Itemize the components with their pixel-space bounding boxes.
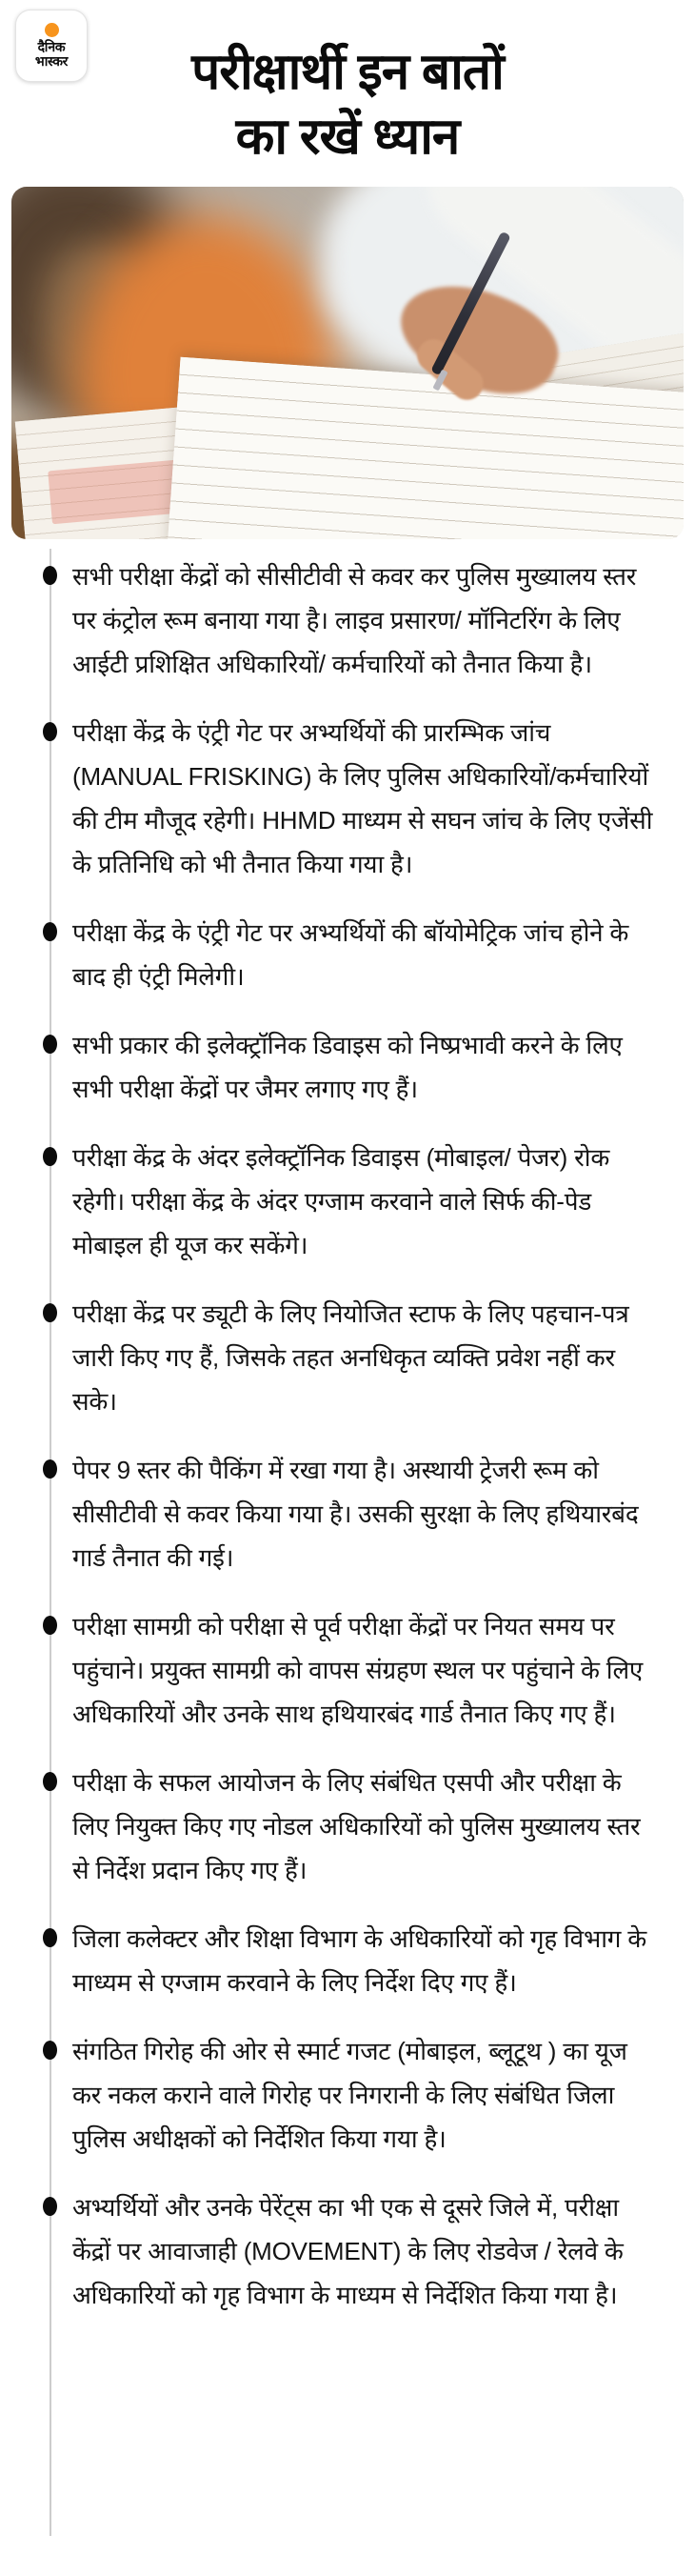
bullet-text: परीक्षा केंद्र के एंट्री गेट पर अभ्यर्थियों की प्रारम्भिक जांच (MANUAL FRISKING) के लिए पुलिस अधिकारियों/कर्मचारियों की टीम मौजूद रहेगी। HHMD माध्यम से सघन जांच के लिए एजेंसी के प्रतिनिधि को भी तैनात किया गया है। — [72, 718, 653, 878]
bullet-icon — [43, 1147, 57, 1166]
list-item — [43, 1761, 660, 1892]
page-title — [0, 40, 695, 170]
bullet-icon — [43, 2041, 57, 2060]
bullet-text: पेपर 9 स्तर की पैकिंग में रखा गया है। अस्थायी ट्रेजरी रूम को सीसीटीवी से कवर किया गया है। उसकी सुरक्षा के लिए हथियारबंद गार्ड तैनात की गई। — [72, 1456, 639, 1572]
bullet-icon — [43, 1303, 57, 1322]
bullet-icon — [43, 722, 57, 741]
exam-photo — [11, 187, 684, 539]
bullet-icon — [43, 1616, 57, 1635]
list-item — [43, 1604, 660, 1736]
bullet-list — [43, 554, 660, 2342]
list-item — [43, 711, 660, 886]
list-item — [43, 2185, 660, 2317]
list-item — [43, 911, 660, 998]
list-item — [43, 1292, 660, 1423]
bullet-icon — [43, 2197, 57, 2216]
list-item — [43, 554, 660, 686]
bullet-text: अभ्यर्थियों और उनके पेरेंट्स का भी एक से दूसरे जिले में, परीक्षा केंद्रों पर आवाजाही (MOVEMENT) के लिए रोडवेज / रेलवे के अधिकारियों को गृह विभाग के माध्यम से निर्देशित किया गया है। — [72, 2193, 624, 2309]
bullet-icon — [43, 1459, 57, 1479]
bullet-icon — [43, 1928, 57, 1947]
bullet-icon — [43, 1772, 57, 1791]
page-title-line1: परीक्षार्थी इन बातों — [191, 43, 504, 100]
bullet-text: परीक्षा केंद्र के एंट्री गेट पर अभ्यर्थियों की बॉयोमेट्रिक जांच होने के बाद ही एंट्री मिलेगी। — [72, 918, 629, 991]
logo-sun-icon — [45, 23, 59, 37]
bullet-text: परीक्षा सामग्री को परीक्षा से पूर्व परीक्षा केंद्रों पर नियत समय पर पहुंचाने। प्रयुक्त सामग्री को वापस संग्रहण स्थल पर पहुंचाने के लिए अधिकारियों और उनके साथ हथियारबंद गार्ड तैनात किए गए हैं। — [72, 1612, 644, 1728]
bullet-text: सभी प्रकार की इलेक्ट्रॉनिक डिवाइस को निष्प्रभावी करने के लिए सभी परीक्षा केंद्रों पर जैमर लगाए गए हैं। — [72, 1031, 623, 1103]
logo-text-line1: दैनिक — [37, 39, 66, 54]
bullet-text: परीक्षा के सफल आयोजन के लिए संबंधित एसपी और परीक्षा के लिए नियुक्त किए गए नोडल अधिकारियों को पुलिस मुख्यालय स्तर से निर्देश प्रदान किए गए हैं। — [72, 1768, 641, 1884]
bullet-icon — [43, 922, 57, 941]
list-item — [43, 1023, 660, 1111]
list-item — [43, 2029, 660, 2161]
logo-text-line2: भास्कर — [34, 53, 69, 69]
bullet-text: परीक्षा केंद्र के अंदर इलेक्ट्रॉनिक डिवाइस (मोबाइल/ पेजर) रोक रहेगी। परीक्षा केंद्र के अंदर एग्जाम करवाने वाले सिर्फ की-पेड मोबाइल ही यूज कर सकेंगे। — [72, 1143, 610, 1259]
bullet-text: परीक्षा केंद्र पर ड्यूटी के लिए नियोजित स्टाफ के लिए पहचान-पत्र जारी किए गए हैं, जिसके तहत अनधिकृत व्यक्ति प्रवेश नहीं कर सके। — [72, 1299, 629, 1416]
bullet-text: संगठित गिरोह की ओर से स्मार्ट गजट (मोबाइल, ब्लूटूथ ) का यूज कर नकल कराने वाले गिरोह पर निगरानी के लिए संबंधित जिला पुलिस अधीक्षकों को निर्देशित किया गया है। — [72, 2037, 627, 2153]
bullet-text: जिला कलेक्टर और शिक्षा विभाग के अधिकारियों को गृह विभाग के माध्यम से एग्जाम करवाने के लिए निर्देश दिए गए हैं। — [72, 1924, 646, 1997]
list-item — [43, 1917, 660, 2004]
bullet-icon — [43, 1035, 57, 1054]
list-item — [43, 1448, 660, 1580]
bullet-text: सभी परीक्षा केंद्रों को सीसीटीवी से कवर कर पुलिस मुख्यालय स्तर पर कंट्रोल रूम बनाया गया है। लाइव प्रसारण/ मॉनिटरिंग के लिए आईटी प्रशिक्षित अधिकारियों/ कर्मचारियों को तैनात किया है। — [72, 562, 637, 678]
list-item — [43, 1136, 660, 1267]
page-title-line2: का रखें ध्यान — [235, 108, 460, 165]
bullet-icon — [43, 566, 57, 585]
